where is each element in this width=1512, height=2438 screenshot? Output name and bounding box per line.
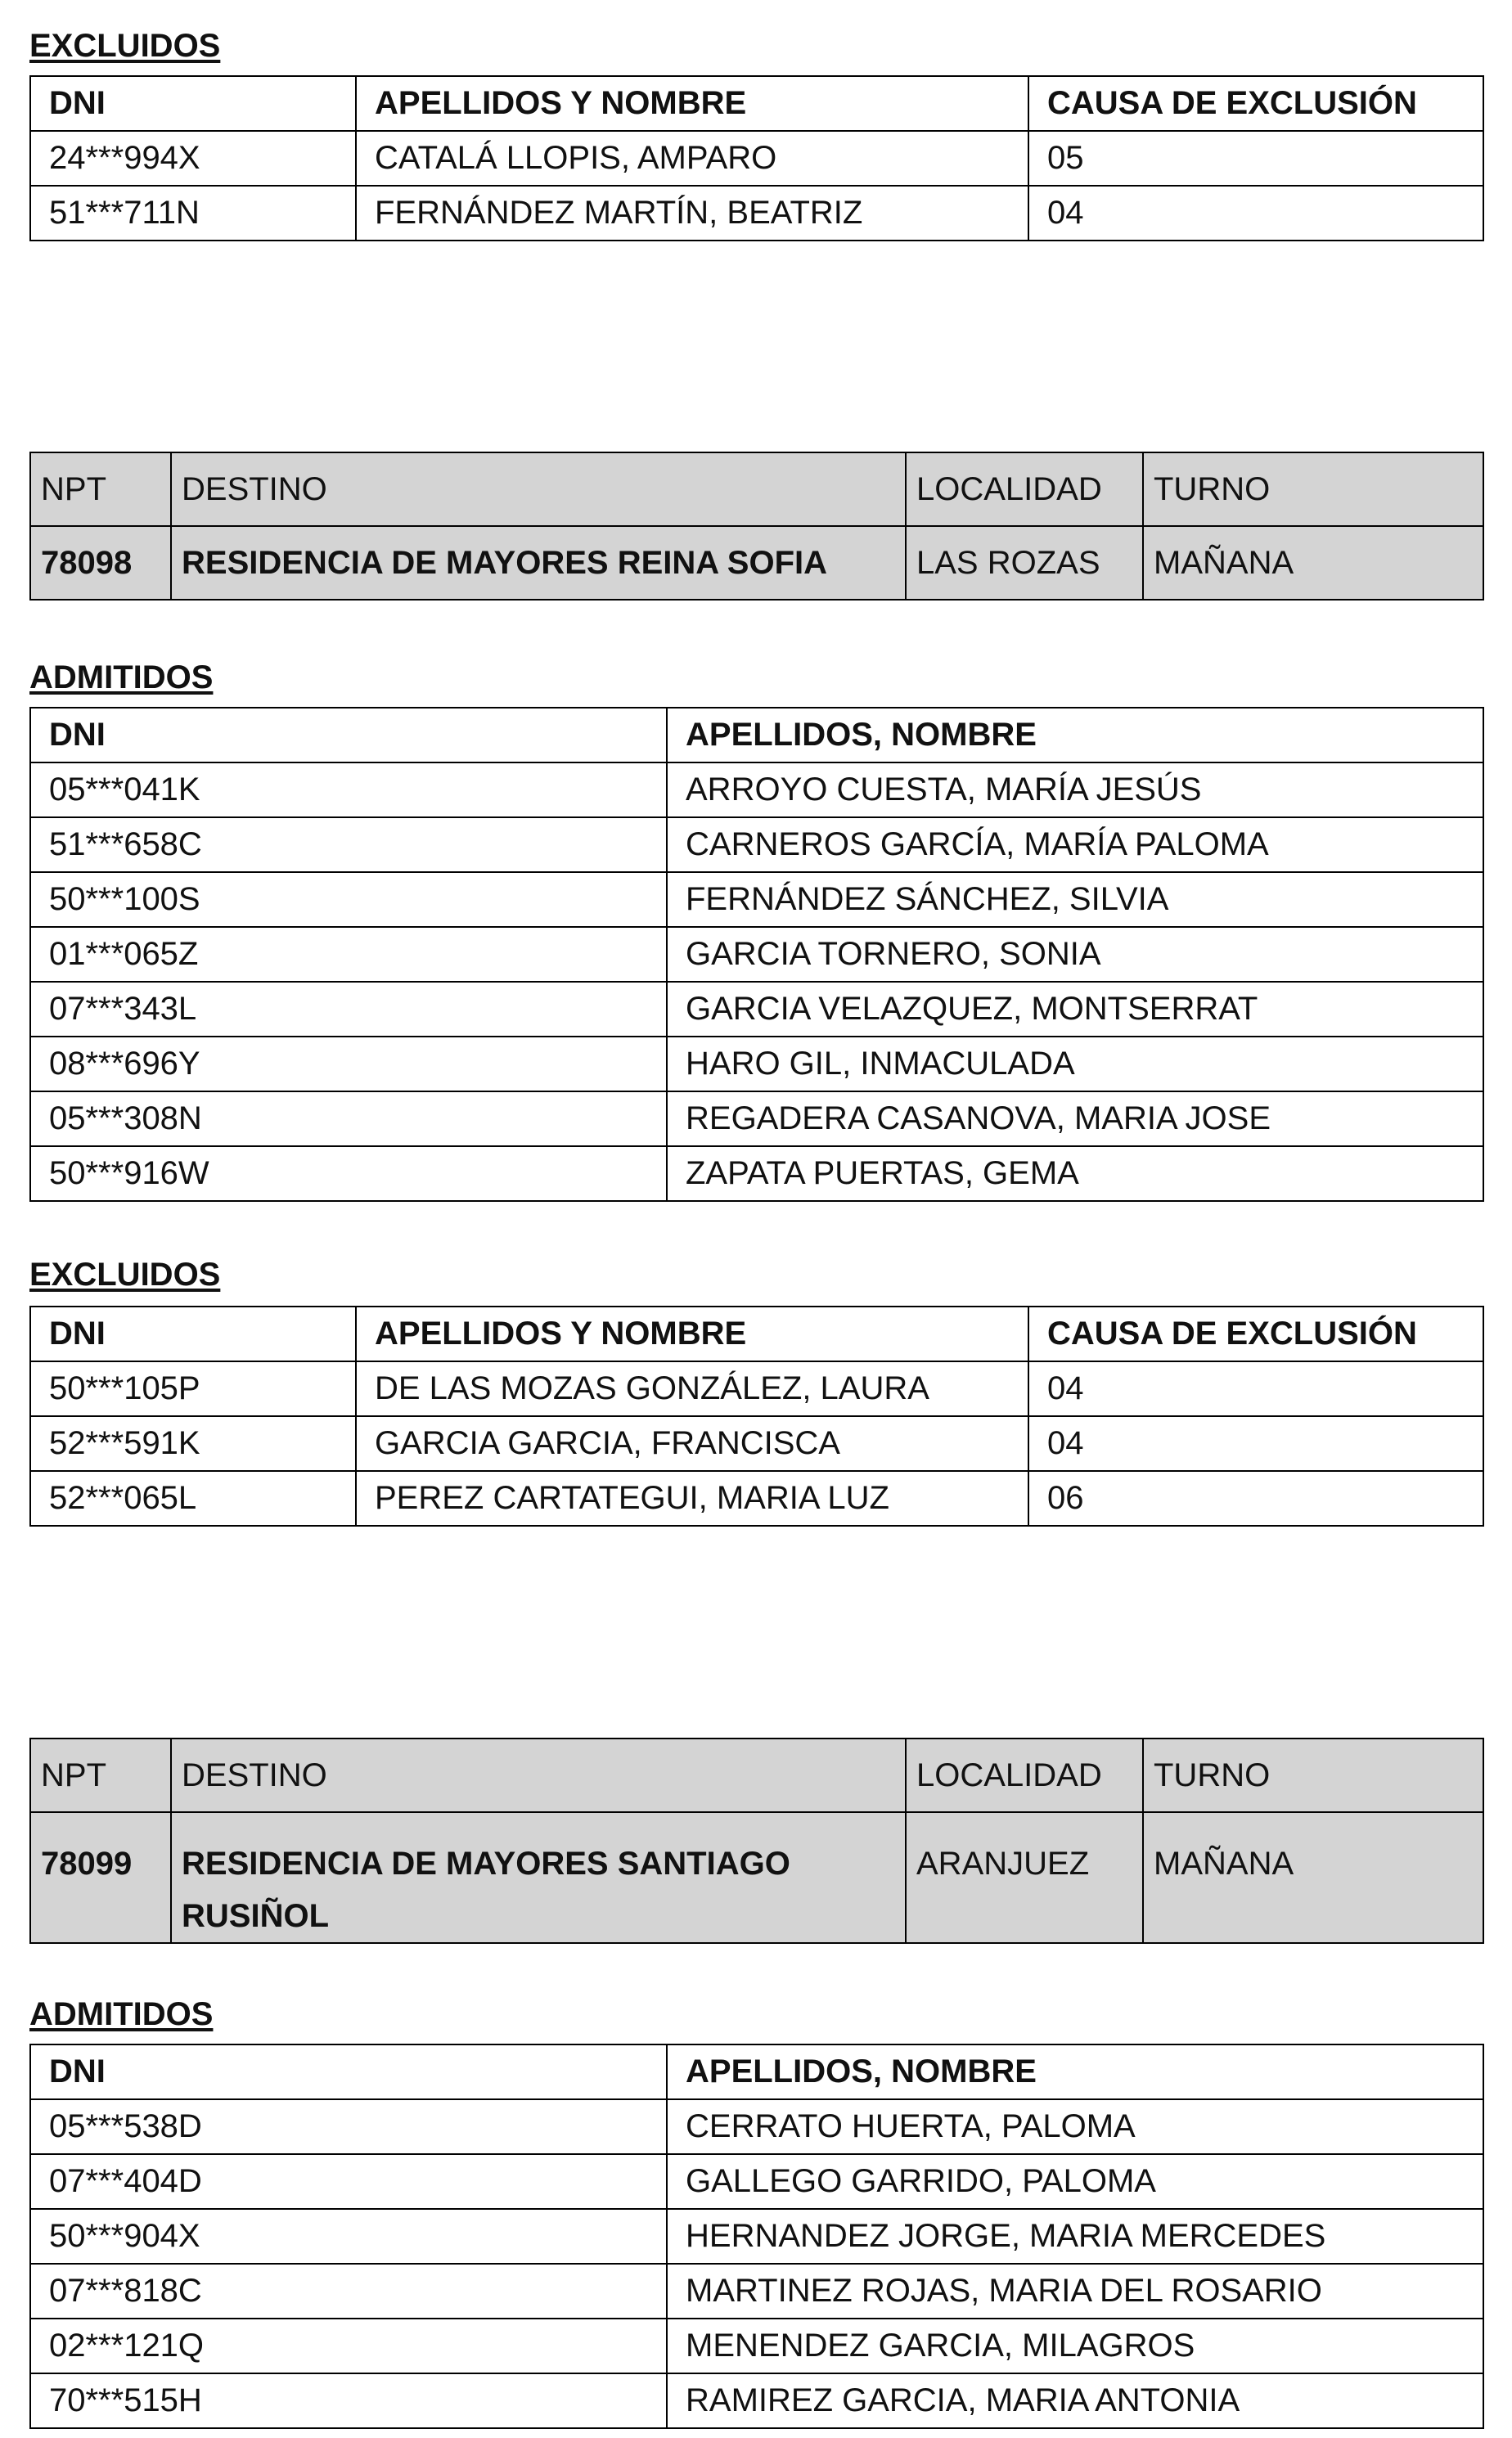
name-cell: GARCIA GARCIA, FRANCISCA — [356, 1416, 1028, 1471]
exclusion-cause-cell: 04 — [1028, 186, 1483, 241]
column-header: DNI — [30, 708, 667, 762]
header-row — [30, 1307, 1483, 1361]
column-header: DNI — [30, 2044, 667, 2099]
column-header: NPT — [30, 1739, 171, 1812]
destination-table — [29, 1738, 1484, 1944]
admitted-heading: ADMITIDOS — [29, 659, 214, 695]
table-row — [30, 2319, 1483, 2373]
column-header: TURNO — [1143, 452, 1483, 526]
column-header: NPT — [30, 452, 171, 526]
table-row — [30, 2154, 1483, 2209]
dni-cell: 05***308N — [30, 1091, 667, 1146]
excluded-table — [29, 75, 1484, 241]
column-header: CAUSA DE EXCLUSIÓN — [1028, 76, 1483, 131]
name-cell: FERNÁNDEZ SÁNCHEZ, SILVIA — [667, 872, 1483, 927]
table-row — [30, 2099, 1483, 2154]
locality: ARANJUEZ — [906, 1812, 1143, 1943]
name-cell: GALLEGO GARRIDO, PALOMA — [667, 2154, 1483, 2209]
destination-name: RESIDENCIA DE MAYORES REINA SOFIA — [171, 526, 906, 600]
table-row — [30, 762, 1483, 817]
name-cell: CERRATO HUERTA, PALOMA — [667, 2099, 1483, 2154]
name-cell: MENENDEZ GARCIA, MILAGROS — [667, 2319, 1483, 2373]
name-cell: CARNEROS GARCÍA, MARÍA PALOMA — [667, 817, 1483, 872]
name-cell: DE LAS MOZAS GONZÁLEZ, LAURA — [356, 1361, 1028, 1416]
name-cell: GARCIA TORNERO, SONIA — [667, 927, 1483, 982]
dni-cell: 51***711N — [30, 186, 356, 241]
table-row — [30, 1091, 1483, 1146]
column-header: APELLIDOS Y NOMBRE — [356, 76, 1028, 131]
name-cell: HERNANDEZ JORGE, MARIA MERCEDES — [667, 2209, 1483, 2264]
dni-cell: 05***041K — [30, 762, 667, 817]
dni-cell: 52***065L — [30, 1471, 356, 1526]
dni-cell: 50***916W — [30, 1146, 667, 1201]
column-header: APELLIDOS Y NOMBRE — [356, 1307, 1028, 1361]
dni-cell: 07***404D — [30, 2154, 667, 2209]
table-row — [30, 982, 1483, 1037]
column-header: DNI — [30, 76, 356, 131]
name-cell: MARTINEZ ROJAS, MARIA DEL ROSARIO — [667, 2264, 1483, 2319]
dni-cell: 50***904X — [30, 2209, 667, 2264]
table-row — [30, 131, 1483, 186]
table-row — [30, 1361, 1483, 1416]
shift: MAÑANA — [1143, 526, 1483, 600]
destination-header-row — [30, 452, 1483, 526]
excluded-table — [29, 1306, 1484, 1527]
exclusion-cause-cell: 06 — [1028, 1471, 1483, 1526]
destination-header-row — [30, 1739, 1483, 1812]
table-row — [30, 1146, 1483, 1201]
dni-cell: 50***100S — [30, 872, 667, 927]
destination-name: RESIDENCIA DE MAYORES SANTIAGO RUSIÑOL — [171, 1812, 906, 1943]
table-row — [30, 1037, 1483, 1091]
table-row — [30, 1416, 1483, 1471]
dni-cell: 07***343L — [30, 982, 667, 1037]
exclusion-cause-cell: 05 — [1028, 131, 1483, 186]
name-cell: PEREZ CARTATEGUI, MARIA LUZ — [356, 1471, 1028, 1526]
header-row — [30, 708, 1483, 762]
shift: MAÑANA — [1143, 1812, 1483, 1943]
admitted-table — [29, 707, 1484, 1202]
table-row — [30, 2373, 1483, 2428]
column-header: LOCALIDAD — [906, 1739, 1143, 1812]
name-cell: GARCIA VELAZQUEZ, MONTSERRAT — [667, 982, 1483, 1037]
dni-cell: 02***121Q — [30, 2319, 667, 2373]
dni-cell: 51***658C — [30, 817, 667, 872]
name-cell: RAMIREZ GARCIA, MARIA ANTONIA — [667, 2373, 1483, 2428]
admitted-table — [29, 2044, 1484, 2429]
table-row — [30, 186, 1483, 241]
excluded-heading: EXCLUIDOS — [29, 1257, 221, 1293]
dni-cell: 01***065Z — [30, 927, 667, 982]
destination-table — [29, 452, 1484, 601]
name-cell: ZAPATA PUERTAS, GEMA — [667, 1146, 1483, 1201]
table-row — [30, 872, 1483, 927]
table-row — [30, 2209, 1483, 2264]
locality: LAS ROZAS — [906, 526, 1143, 600]
header-row — [30, 76, 1483, 131]
name-cell: REGADERA CASANOVA, MARIA JOSE — [667, 1091, 1483, 1146]
npt-code: 78098 — [30, 526, 171, 600]
npt-code: 78099 — [30, 1812, 171, 1943]
column-header: APELLIDOS, NOMBRE — [667, 2044, 1483, 2099]
dni-cell: 05***538D — [30, 2099, 667, 2154]
table-row — [30, 1471, 1483, 1526]
destination-row — [30, 1812, 1483, 1943]
dni-cell: 07***818C — [30, 2264, 667, 2319]
dni-cell: 70***515H — [30, 2373, 667, 2428]
dni-cell: 50***105P — [30, 1361, 356, 1416]
admitted-heading: ADMITIDOS — [29, 1996, 214, 2032]
column-header: APELLIDOS, NOMBRE — [667, 708, 1483, 762]
destination-row — [30, 526, 1483, 600]
column-header: DESTINO — [171, 1739, 906, 1812]
name-cell: ARROYO CUESTA, MARÍA JESÚS — [667, 762, 1483, 817]
exclusion-cause-cell: 04 — [1028, 1416, 1483, 1471]
column-header: TURNO — [1143, 1739, 1483, 1812]
dni-cell: 08***696Y — [30, 1037, 667, 1091]
table-row — [30, 927, 1483, 982]
header-row — [30, 2044, 1483, 2099]
exclusion-cause-cell: 04 — [1028, 1361, 1483, 1416]
name-cell: CATALÁ LLOPIS, AMPARO — [356, 131, 1028, 186]
column-header: DNI — [30, 1307, 356, 1361]
column-header: CAUSA DE EXCLUSIÓN — [1028, 1307, 1483, 1361]
column-header: LOCALIDAD — [906, 452, 1143, 526]
excluded-heading: EXCLUIDOS — [29, 28, 221, 64]
name-cell: HARO GIL, INMACULADA — [667, 1037, 1483, 1091]
column-header: DESTINO — [171, 452, 906, 526]
dni-cell: 24***994X — [30, 131, 356, 186]
table-row — [30, 2264, 1483, 2319]
table-row — [30, 817, 1483, 872]
dni-cell: 52***591K — [30, 1416, 356, 1471]
name-cell: FERNÁNDEZ MARTÍN, BEATRIZ — [356, 186, 1028, 241]
